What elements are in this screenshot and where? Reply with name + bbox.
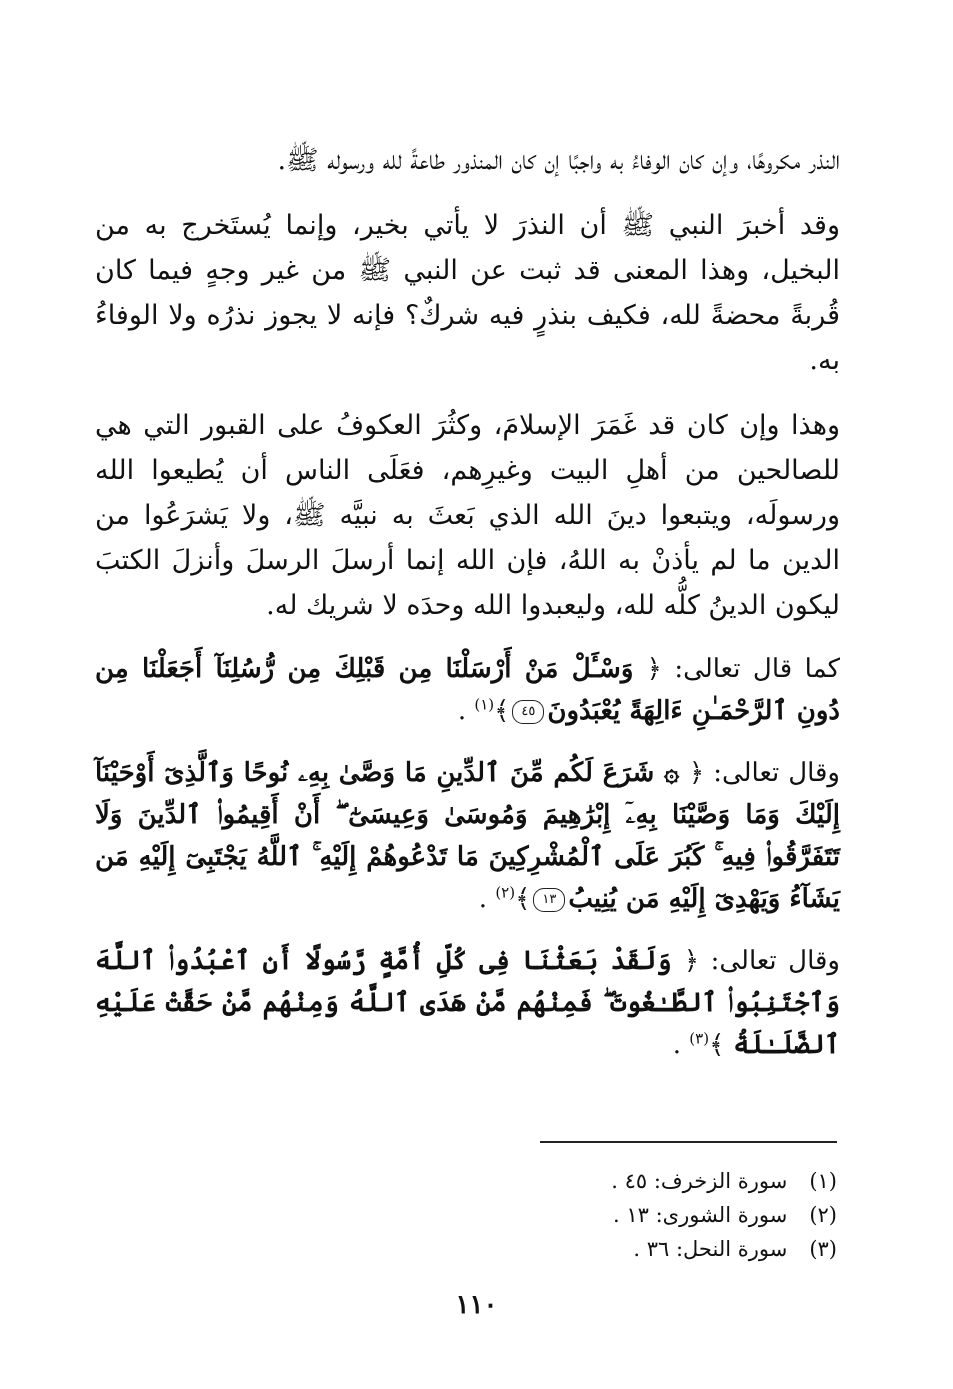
footnote-text: سورة الزخرف: ٤٥ . <box>611 1169 788 1193</box>
page-number: ١١٠ <box>455 1290 498 1320</box>
ayah-number-mark: ١٣ <box>533 888 565 912</box>
footnote-reference: (٣) <box>689 1029 710 1048</box>
page-body <box>95 138 840 1066</box>
footnote-reference: (١) <box>474 695 495 714</box>
verse-text: وَلَقَدْ بَعَثْنَا فِى كُلِّ أُمَّةٍ رَّسُولًا أَنِ ٱعْبُدُوا۟ ٱللَّهَ وَٱجْتَنِبُوا۟ ٱلطَّـٰغُوتَ ۖ فَمِنْهُم مَّنْ هَدَى ٱللَّهُ وَمِنْهُم مَّنْ حَقَّتْ عَلَيْهِ ٱلضَّلَـٰلَةُ <box>95 946 840 1060</box>
paragraph-1: النذر مكروهًا، وإن كان الوفاءُ به واجبًا إن كان المنذور طاعةً لله ورسوله ﷺ. <box>277 145 840 176</box>
verse-open-bracket: ﴿ <box>683 946 700 976</box>
quote-intro: كما قال تعالى: <box>661 654 840 684</box>
footnote-number: (٢) <box>809 1203 837 1227</box>
footnote-number: (١) <box>809 1169 837 1193</box>
footnote-text: سورة الشورى: ١٣ . <box>612 1203 788 1227</box>
ayah-number-mark: ٤٥ <box>512 700 544 724</box>
footnote-item <box>500 1198 837 1232</box>
quote-paragraph-2 <box>95 752 840 920</box>
quote-intro: وقال تعالى: <box>699 946 840 976</box>
quote-end: . <box>672 1030 690 1060</box>
verse-open-bracket: ﴿ <box>689 758 705 788</box>
quote-end: . <box>457 696 475 726</box>
footnote-item <box>500 1232 837 1266</box>
verse-text: ۞ شَرَعَ لَكُم مِّنَ ٱلدِّينِ مَا وَصَّىٰ بِهِۦ نُوحًا وَٱلَّذِىٓ أَوْحَيْنَآ إِلَيْكَ وَمَا وَصَّيْنَا بِهِۦٓ إِبْرَٰهِيمَ وَمُوسَىٰ وَعِيسَىٰٓ ۖ أَنْ أَقِيمُوا۟ ٱلدِّينَ وَلَا تَتَفَرَّقُوا۟ فِيهِ ۚ كَبُرَ عَلَى ٱلْمُشْرِكِينَ مَا تَدْعُوهُمْ إِلَيْهِ ۚ ٱللَّهُ يَجْتَبِىٓ إِلَيْهِ مَن يَشَآءُ وَيَهْدِىٓ إِلَيْهِ مَن يُنِيبُ <box>95 758 840 914</box>
paragraph-2: وقد أخبرَ النبي ﷺ أن النذرَ لا يأتي بخير، وإنما يُستَخرج به من البخيل، وهذا المعنى قد ثبت عن النبي ﷺ من غير وجهٍ فيما كان قُربةً محضةً لله، فكيف بنذرٍ فيه شركٌ؟ فإنه لا يجوز نذرُه ولا الوفاءُ به. <box>95 210 840 376</box>
footnote-item <box>500 1164 837 1198</box>
paragraph-3: وهذا وإن كان قد غَمَرَ الإسلامَ، وكثُرَ العكوفُ على القبور التي هي للصالحين من أهلِ البيت وغيرِهم، فعَلَى الناس أن يُطيعوا الله ورسولَه، ويتبعوا دينَ الله الذي بَعثَ به نبيَّه ﷺ، ولا يَشرَعُوا من الدين ما لم يأذنْ به اللهُ، فإن الله إنما أرسلَ الرسلَ وأنزلَ الكتبَ ليكون الدينُ كلُّه لله، وليعبدوا الله وحدَه لا شريك له. <box>95 410 840 621</box>
quote-paragraph-1 <box>95 648 840 732</box>
verse-close-bracket: ﴾ <box>515 884 531 914</box>
verse-close-bracket: ﴾ <box>709 1030 725 1060</box>
quote-intro: وقال تعالى: <box>704 758 840 788</box>
quote-end: . <box>478 884 496 914</box>
footnote-number: (٣) <box>809 1237 837 1261</box>
verse-text: وَسْـَٔلْ مَنْ أَرْسَلْنَا مِن قَبْلِكَ مِن رُّسُلِنَآ أَجَعَلْنَا مِن دُونِ ٱلرَّحْمَـٰنِ ءَالِهَةً يُعْبَدُونَ <box>95 654 840 726</box>
footnotes <box>500 1164 837 1266</box>
footnote-reference: (٢) <box>495 883 516 902</box>
verse-open-bracket: ﴿ <box>646 654 662 684</box>
footnote-text: سورة النحل: ٣٦ . <box>633 1237 788 1261</box>
quote-paragraph-3 <box>95 940 840 1066</box>
verse-close-bracket: ﴾ <box>494 696 510 726</box>
footnote-divider <box>540 1141 837 1143</box>
